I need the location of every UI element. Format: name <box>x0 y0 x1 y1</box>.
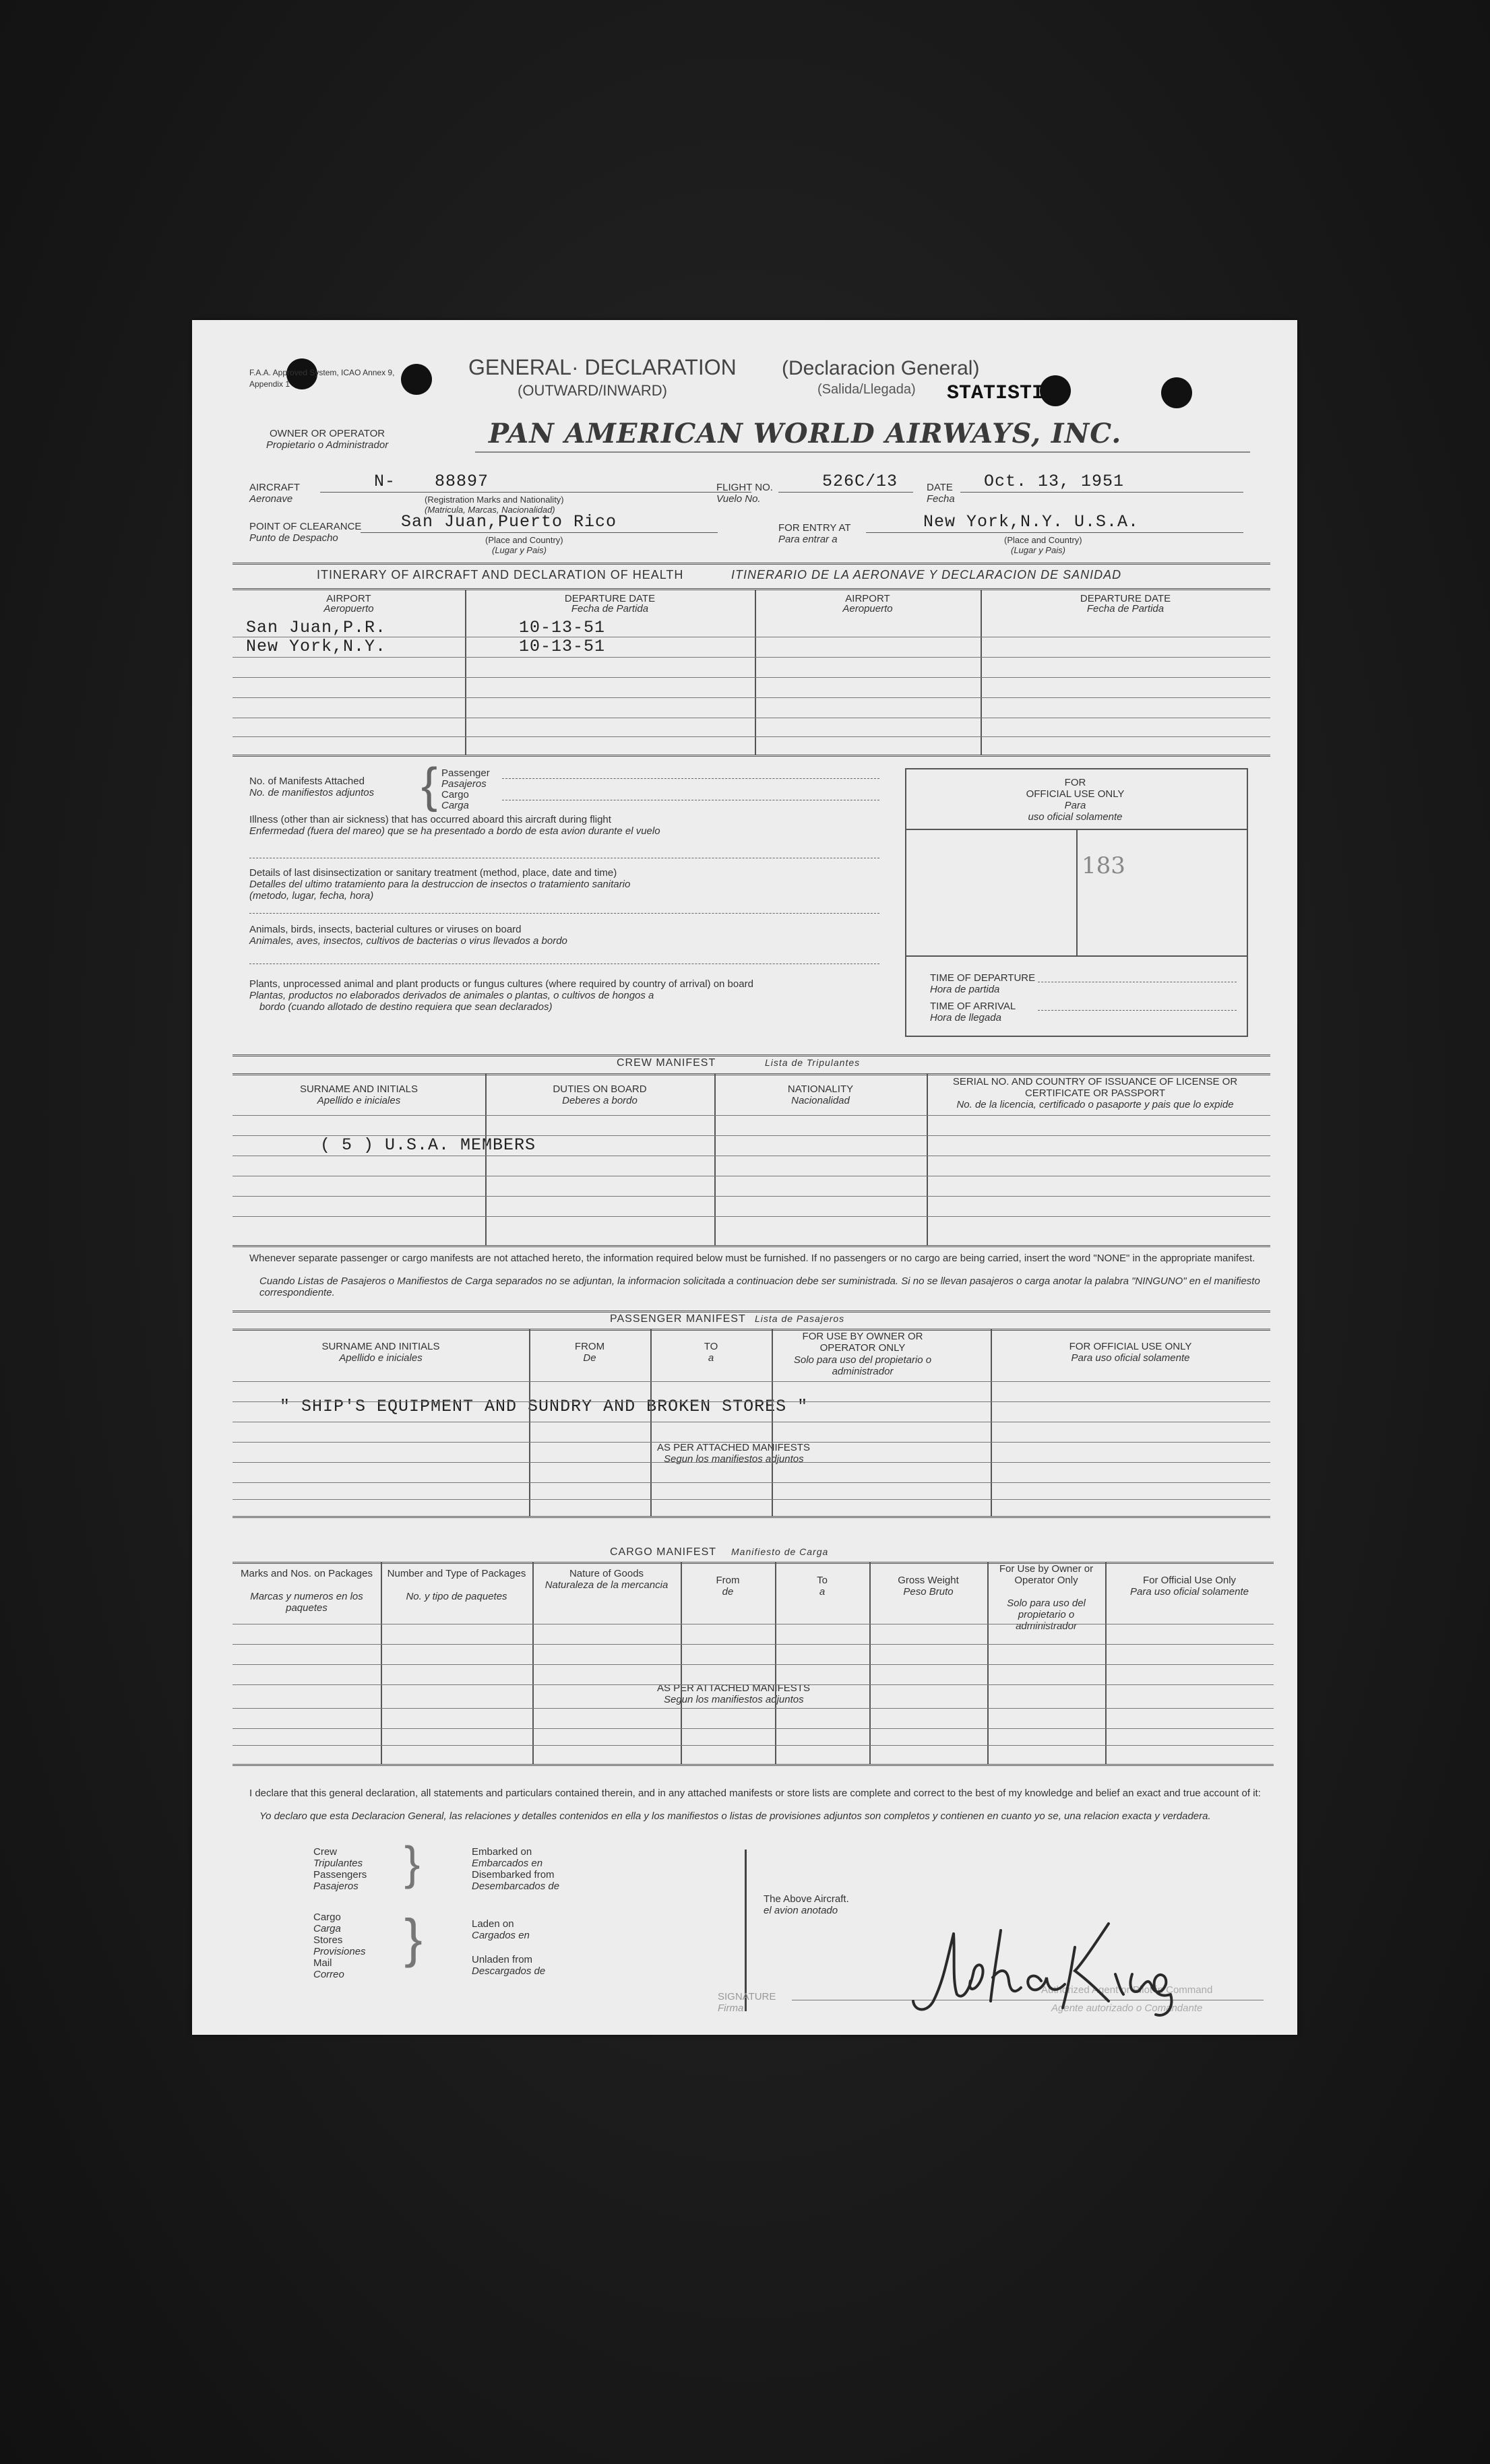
above-aircraft: The Above Aircraft. <box>764 1893 849 1905</box>
operator-name: PAN AMERICAN WORLD AIRWAYS, INC. <box>489 418 1122 449</box>
decl-unladen-es: Descargados de <box>472 1965 546 1977</box>
itinerary-heading-es: ITINERARIO DE LA AERONAVE Y DECLARACION DE SANIDAD <box>731 568 1122 581</box>
aircraft-label: AIRCRAFT <box>249 482 300 493</box>
official-es: Para <box>1064 800 1086 811</box>
signer-role-es: Agente autorizado o Comandante <box>1051 2002 1203 2014</box>
time-arrival-label: TIME OF ARRIVAL <box>930 1001 1016 1012</box>
cargo-col-goods: Nature of Goods <box>569 1568 644 1579</box>
animals-label: Animals, birds, insects, bacterial cultures or viruses on board <box>249 924 522 935</box>
official-title: OFFICIAL USE ONLY <box>1026 788 1125 800</box>
signature-john-king <box>906 1907 1189 2021</box>
form-title-es: (Declaracion General) <box>782 357 980 379</box>
cargo-col-owner: For Use by Owner or Operator Only <box>999 1563 1094 1586</box>
crew-col-nationality: NATIONALITY <box>787 1083 854 1095</box>
time-arrival-label-es: Hora de llegada <box>930 1012 1001 1023</box>
decl-embarked: Embarked on <box>472 1846 532 1858</box>
passenger-col-from: FROM <box>574 1341 605 1352</box>
passenger-col-surname: SURNAME AND INITIALS <box>321 1341 440 1352</box>
cargo-col-weight-es: Peso Bruto <box>903 1586 954 1598</box>
time-departure-label: TIME OF DEPARTURE <box>930 972 1036 984</box>
decl-cargo-es: Carga <box>313 1923 341 1934</box>
passenger-col-owner: FOR USE BY OWNER OR OPERATOR ONLY <box>802 1331 923 1354</box>
entry-label: FOR ENTRY AT <box>778 522 851 534</box>
decl-pax-es: Pasajeros <box>313 1881 359 1892</box>
decl-crew: Crew <box>313 1846 338 1858</box>
cargo-col-packages: Number and Type of Packages <box>387 1568 526 1579</box>
decl-stores: Stores <box>313 1934 343 1946</box>
decl-laden: Laden on <box>472 1918 514 1930</box>
crew-heading: CREW MANIFEST <box>617 1057 716 1069</box>
itinerary-airport-1: San Juan,P.R. <box>246 618 387 637</box>
passenger-heading: PASSENGER MANIFEST <box>610 1313 746 1325</box>
manifest-cargo-label-es: Carga <box>441 800 469 811</box>
crew-col-duties: DUTIES ON BOARD <box>553 1083 647 1095</box>
clearance-point: San Juan,Puerto Rico <box>401 512 617 532</box>
itinerary-col-date-2-es: Fecha de Partida <box>1086 603 1165 614</box>
decl-disembarked: Disembarked from <box>472 1869 555 1881</box>
itinerary-col-date-2: DEPARTURE DATE <box>1080 593 1171 604</box>
disinsect-label-es-2: (metodo, lugar, fecha, hora) <box>249 890 374 902</box>
statistics-stamp: STATISTICS <box>947 382 1069 405</box>
approval-note: F.A.A. Approved System, ICAO Annex 9, Appendix 1 <box>249 368 395 389</box>
cargo-col-to: To <box>817 1575 828 1586</box>
crew-col-duties-es: Deberes a bordo <box>562 1095 638 1106</box>
time-departure-label-es: Hora de partida <box>930 984 1000 995</box>
itinerary-date-2: 10-13-51 <box>519 637 606 656</box>
cargo-col-from: From <box>716 1575 740 1586</box>
itinerary-col-airport-es: Aeropuerto <box>323 603 374 614</box>
date-label-es: Fecha <box>927 493 955 505</box>
passenger-heading-es: Lista de Pasajeros <box>755 1313 845 1324</box>
decl-cargo: Cargo <box>313 1912 341 1923</box>
cargo-col-to-es: a <box>819 1586 826 1598</box>
passenger-entry: " SHIP'S EQUIPMENT AND SUNDRY AND BROKEN STORES " <box>280 1397 809 1416</box>
entry-label-es: Para entrar a <box>778 534 838 545</box>
itinerary-col-date: DEPARTURE DATE <box>564 593 656 604</box>
crew-entry: ( 5 ) U.S.A. MEMBERS <box>320 1135 536 1155</box>
passenger-col-from-es: De <box>583 1352 596 1364</box>
itinerary-col-airport-2: AIRPORT <box>845 593 890 604</box>
reg-caption-es: (Matricula, Marcas, Nacionalidad) <box>425 505 555 515</box>
signer-role: Authorized Agent or Pilot in Command <box>1041 1984 1213 1996</box>
signature-label-es: Firma <box>718 2002 744 2014</box>
declaration-en: I declare that this general declaration, all statements and particulars contained therein, and in any attached manifests or store lists are complete and correct to the best of my knowledge and belief an exact and true account of it: <box>249 1788 1261 1799</box>
notice-es: Cuando Listas de Pasajeros o Manifiestos de Carga separados no se adjuntan, la informacion solicitada a continuacion debe ser suministrada. Si no se llevan pasajeros o carga anotar la palabra "NINGUNO" en el manifiesto correspondiente. <box>259 1275 1260 1298</box>
cargo-col-weight: Gross Weight <box>898 1575 959 1586</box>
general-declaration-form: F.A.A. Approved System, ICAO Annex 9, Appendix 1 GENERAL· DECLARATION (OUTWARD/INWARD) (Declaracion General) (Salida/Llegada) STATISTICS OWNER OR OPERATOR Propietario o Administrador PAN AMERICAN WORLD AIRWAYS, INC. AIRCRAFT Aeronave N- 88897 (Registration Marks and Nationality) (Matricula, Marcas, Nacionalidad) FLIGHT NO. Vuelo No. 526C/13 DATE Fecha Oct. 13, 1951 POINT OF CLEARANCE Punto de Despacho San Juan,Puerto Rico (Place and Country) (Lugar y Pais) FOR ENTRY AT Para entrar a New York,N.Y. U.S.A. (Place and Country) (Lugar y Pais) ITINERARY OF AIRCRAFT AND DECLARATION OF HEALTH ITINERARIO DE LA AERONAVE Y DECLARACION DE SANIDAD AIRPORT Aeropuerto DEPARTURE DATE Fecha de Partida AIRPORT Aeropuerto DEPARTURE DATE Fecha de Partida San Juan,P.R. 10-13-51 New York,N.Y. 10-13-51 No. of Manifests Attached No. de manifiestos adjuntos { Passenger Pasajeros Cargo Carga Illness (other than air sickness) that has occurred aboard this aircraft during flight Enfermedad (fuera del mareo) que se ha presentado a bordo de esta avion durante el vuelo Details of last disinsectization or sanitary treatment (method, place, date and time) Detalles del ultimo tratamiento para la destruccion de insectos o tratamiento sanitario (metodo, lugar, fecha, hora) Animals, birds, insects, bacterial cultures or viruses on board Animales, aves, insectos, cultivos de bacterias o virus llevados a bordo Plants, unprocessed animal and plant products or fungus cultures (where required by country of arrival) on board Plantas, productos no elaborados derivados de animales o plantas, o cultivos de hongos a bordo (cuando allotado de destino requiera que sean declarados) FOR OFFICIAL USE ONLY Para uso oficial solamente 183 TIME OF DEPARTURE Hora de partida TIME OF ARRIVAL Hora de llegada CREW MANIFEST Lista de Tripulantes SURNAME AND INITIALS Apellido e iniciales DUTIES ON BOARD Deberes a bordo NATIONALITY Nacionalidad SERIAL NO. AND COUNTRY OF ISSUANCE OF LICENSE OR CERTIFICATE OR PASSPORT No. de la licencia, certificado o pasaporte y pais que lo expide ( 5 ) U.S.A. MEMBERS Whenever separate passenger or cargo manifests are not attached hereto, the information required below must be furnished. If no passengers or no cargo are being carried, insert the word "NONE" in the appropriate manifest. Cuando Listas de Pasajeros o Manifiestos de Carga separados no se adjuntan, la informacion solicitada a continuacion debe ser suministrada. Si no se llevan pasajeros o carga anotar la palabra "NINGUNO" en el manifiesto correspondiente. PASSENGER MANIFEST Lista de Pasajeros SURNAME AND INITIALS Apellido e iniciales FROM De TO a FOR USE BY OWNER OR OPERATOR ONLY Solo para uso del propietario o administrador FOR OFFICIAL USE ONLY Para uso oficial solamente " SHIP'S EQUIPMENT AND SUNDRY AND BROKEN STORES " AS PER ATTACHED MANIFESTS Segun los manifiestos adjuntos CARGO MANIFEST Manifiesto de Carga Marks and Nos. on Packages Marcas y numeros en los paquetes Number and Type of Packages No. y tipo de paquetes Nature of Goods Naturaleza de la mercancia From de To a Gross Weight Peso Bruto For Use by Owner or Operator Only Solo para uso del propietario o administrador For Official Use Only Para uso oficial solamente AS PER ATTACHED MANIFESTS Segun los manifiestos adjuntos I declare that this general declaration, all statements and particulars contained therein, and in any attached manifests or store lists are complete and correct to the best of my knowledge and belief an exact and true account of it: Yo declaro que esta Declaracion General, las relaciones y detalles contenidos en ella y los manifiestos o listas de provisiones adjuntos son completos y contienen en cuanto yo se, una relacion exacta y verdadera. Crew Tripulantes Passengers Pasajeros } Embarked on Embarcados en Disembarked from Desembarcados de Cargo Carga Stores Provisiones Mail Correo } Laden on Cargados en Unladen from Descargados de The Above Aircraft. el avion anotado SIGNATURE Firma Authorized Agent or Pilot in Command Agente autorizado o Comandante <box>192 320 1297 2035</box>
signature-label: SIGNATURE <box>718 1991 776 2002</box>
punch-hole <box>1161 377 1192 408</box>
animals-label-es: Animales, aves, insectos, cultivos de bacterias o virus llevados a bordo <box>249 935 567 947</box>
cargo-col-packages-es: No. y tipo de paquetes <box>406 1591 507 1602</box>
itinerary-col-airport: AIRPORT <box>326 593 371 604</box>
passenger-col-to: TO <box>704 1341 718 1352</box>
decl-disembarked-es: Desembarcados de <box>472 1881 560 1892</box>
passenger-col-owner-es: Solo para uso del propietario o administrador <box>793 1354 932 1377</box>
flight-number: 526C/13 <box>822 472 898 491</box>
aircraft-registration: 88897 <box>435 472 489 491</box>
disinsect-label: Details of last disinsectization or sanitary treatment (method, place, date and time) <box>249 867 617 879</box>
cargo-col-from-es: de <box>722 1586 734 1598</box>
form-title: GENERAL· DECLARATION <box>468 355 737 379</box>
reg-caption: (Registration Marks and Nationality) <box>425 495 564 505</box>
notice-en: Whenever separate passenger or cargo manifests are not attached hereto, the information required below must be furnished. If no passengers or no cargo are being carried, insert the word "NONE" in the appropriate manifest. <box>249 1253 1255 1264</box>
plants-label: Plants, unprocessed animal and plant products or fungus cultures (where required by country of arrival) on board <box>249 978 753 990</box>
plants-label-es: Plantas, productos no elaborados derivados de animales o plantas, o cultivos de hongos a <box>249 990 654 1001</box>
entry-point: New York,N.Y. U.S.A. <box>923 512 1140 532</box>
disinsect-label-es: Detalles del ultimo tratamiento para la destruccion de insectos o tratamiento sanitario <box>249 879 631 890</box>
itinerary-airport-2: New York,N.Y. <box>246 637 387 656</box>
crew-col-surname-es: Apellido e iniciales <box>317 1095 401 1106</box>
official-es-2: uso oficial solamente <box>1028 811 1123 823</box>
form-title-sub: (OUTWARD/INWARD) <box>518 382 667 399</box>
cargo-attached: AS PER ATTACHED MANIFESTS <box>657 1682 810 1694</box>
clearance-label-es: Punto de Despacho <box>249 532 338 544</box>
manifests-label-es: No. de manifiestos adjuntos <box>249 787 375 798</box>
decl-mail-es: Correo <box>313 1969 344 1980</box>
decl-laden-es: Cargados en <box>472 1930 530 1941</box>
official-for: FOR <box>1064 777 1086 788</box>
decl-unladen: Unladen from <box>472 1954 533 1965</box>
declaration-es: Yo declaro que esta Declaracion General, las relaciones y detalles contenidos en ella y los manifiestos o listas de provisiones adjuntos son completos y contienen en cuanto yo se, una relacion exacta y verdadera. <box>259 1810 1211 1822</box>
crew-col-license-es: No. de la licencia, certificado o pasaporte y pais que lo expide <box>956 1099 1234 1110</box>
decl-pax: Passengers <box>313 1869 367 1881</box>
above-aircraft-es: el avion anotado <box>764 1905 838 1916</box>
official-number-stamp: 183 <box>1082 852 1125 879</box>
cargo-heading-es: Manifiesto de Carga <box>731 1546 829 1557</box>
passenger-col-surname-es: Apellido e iniciales <box>339 1352 423 1364</box>
place-caption-es: (Lugar y Pais) <box>492 545 547 555</box>
decl-stores-es: Provisiones <box>313 1946 366 1957</box>
aircraft-prefix: N- <box>374 472 396 491</box>
crew-col-nationality-es: Nacionalidad <box>791 1095 850 1106</box>
place-caption: (Place and Country) <box>485 535 563 545</box>
form-title-es-sub: (Salida/Llegada) <box>817 382 916 397</box>
passenger-col-to-es: a <box>708 1352 714 1364</box>
plants-label-es-2: bordo (cuando allotado de destino requiera que sean declarados) <box>259 1001 553 1013</box>
itinerary-col-airport-2-es: Aeropuerto <box>842 603 893 614</box>
aircraft-label-es: Aeronave <box>249 493 293 505</box>
cargo-col-official-es: Para uso oficial solamente <box>1130 1586 1249 1598</box>
crew-col-license: SERIAL NO. AND COUNTRY OF ISSUANCE OF LICENSE OR CERTIFICATE OR PASSPORT <box>952 1076 1238 1099</box>
passenger-col-official-es: Para uso oficial solamente <box>1071 1352 1190 1364</box>
clearance-label: POINT OF CLEARANCE <box>249 521 362 532</box>
manifest-cargo-label: Cargo <box>441 789 469 800</box>
entry-place-caption-es: (Lugar y Pais) <box>1011 545 1065 555</box>
cargo-col-goods-es: Naturaleza de la mercancia <box>545 1579 669 1591</box>
illness-label: Illness (other than air sickness) that has occurred aboard this aircraft during flight <box>249 814 611 825</box>
manifest-passenger-label: Passenger <box>441 767 490 779</box>
decl-embarked-es: Embarcados en <box>472 1858 543 1869</box>
cargo-col-official: For Official Use Only <box>1142 1575 1237 1586</box>
illness-label-es: Enfermedad (fuera del mareo) que se ha presentado a bordo de esta avion durante el vuelo <box>249 825 660 837</box>
itinerary-date-1: 10-13-51 <box>519 618 606 637</box>
passenger-col-official: FOR OFFICIAL USE ONLY <box>1069 1341 1192 1352</box>
manifests-label: No. of Manifests Attached <box>249 776 365 787</box>
manifest-passenger-label-es: Pasajeros <box>441 778 487 790</box>
itinerary-heading: ITINERARY OF AIRCRAFT AND DECLARATION OF HEALTH <box>317 568 684 581</box>
flight-date: Oct. 13, 1951 <box>984 472 1125 491</box>
decl-mail: Mail <box>313 1957 332 1969</box>
crew-heading-es: Lista de Tripulantes <box>765 1057 861 1068</box>
cargo-col-marks-es: Marcas y numeros en los paquetes <box>250 1591 363 1614</box>
date-label: DATE <box>927 482 953 493</box>
cargo-heading: CARGO MANIFEST <box>610 1546 717 1558</box>
cargo-col-marks: Marks and Nos. on Packages <box>241 1568 373 1579</box>
passenger-attached-es: Segun los manifiestos adjuntos <box>664 1453 804 1465</box>
flight-no-label: FLIGHT NO. <box>716 482 773 493</box>
entry-place-caption: (Place and Country) <box>1004 535 1082 545</box>
owner-label-es: Propietario o Administrador <box>266 439 389 451</box>
crew-col-surname: SURNAME AND INITIALS <box>299 1083 418 1095</box>
owner-label: OWNER OR OPERATOR <box>270 428 385 439</box>
cargo-attached-es: Segun los manifiestos adjuntos <box>664 1694 804 1705</box>
passenger-attached: AS PER ATTACHED MANIFESTS <box>657 1442 810 1453</box>
cargo-col-owner-es: Solo para uso del propietario o administrador <box>1007 1598 1086 1632</box>
flight-no-label-es: Vuelo No. <box>716 493 761 505</box>
itinerary-col-date-es: Fecha de Partida <box>571 603 649 614</box>
decl-crew-es: Tripulantes <box>313 1858 363 1869</box>
